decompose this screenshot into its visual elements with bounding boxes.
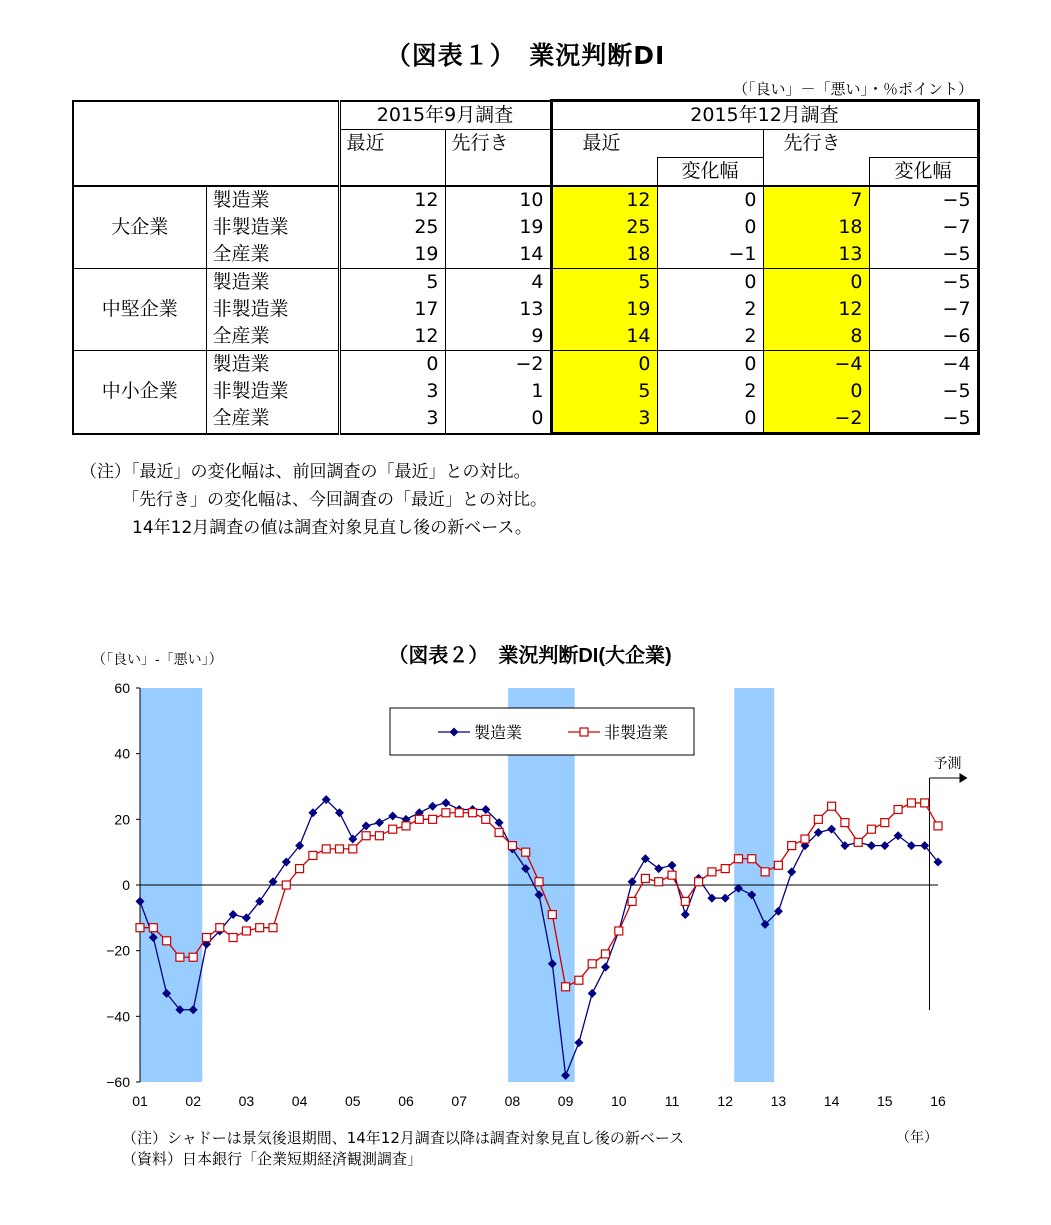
cell-sep-outlook: 9 (445, 323, 551, 351)
non-manufacturing-point (455, 809, 463, 817)
cell-dec-recent-change: 2 (657, 378, 763, 405)
x-tick-label: 01 (132, 1093, 148, 1109)
cell-dec-recent-change: 2 (657, 323, 763, 351)
manufacturing-point (668, 861, 677, 870)
non-manufacturing-point (495, 828, 503, 836)
cell-dec-recent-change: 0 (657, 351, 763, 379)
non-manufacturing-point (921, 799, 929, 807)
chart-title: （図表２） 業況判断DI(大企業) (388, 645, 672, 667)
cell-dec-recent-change: 0 (657, 405, 763, 434)
manufacturing-point (787, 867, 796, 876)
legend-label-non-manufacturing: 非製造業 (604, 725, 669, 742)
x-tick-label: 02 (185, 1093, 201, 1109)
cell-dec-outlook-change: −7 (869, 214, 978, 241)
non-manufacturing-point (641, 874, 649, 882)
cell-dec-outlook: 8 (763, 323, 869, 351)
company-size-label: 大企業 (73, 186, 206, 269)
table1-unit-label: （「良い」－「悪い」・％ポイント） (732, 80, 973, 98)
non-manufacturing-point (442, 809, 450, 817)
non-manufacturing-point (854, 838, 862, 846)
table1-title: （図表１） 業況判断DI (385, 41, 666, 70)
manufacturing-point (641, 854, 650, 863)
cell-sep-outlook: 0 (445, 405, 551, 434)
non-manufacturing-point (136, 924, 144, 932)
cell-dec-outlook-change: −5 (869, 186, 978, 214)
non-manufacturing-point (894, 805, 902, 813)
industry-label: 全産業 (206, 323, 339, 351)
cell-dec-outlook: 7 (763, 186, 869, 214)
manufacturing-point (574, 1038, 583, 1047)
legend-label-manufacturing: 製造業 (474, 725, 523, 742)
non-manufacturing-point (655, 878, 663, 886)
non-manufacturing-point (189, 953, 197, 961)
non-manufacturing-point (389, 825, 397, 833)
manufacturing-point (388, 812, 397, 821)
y-tick-label: 40 (114, 745, 130, 762)
note-line: 「先行き」の変化幅は、今回調査の「最近」との対比。 (122, 490, 547, 510)
non-manufacturing-point (868, 825, 876, 833)
forecast-arrow-head (959, 773, 967, 783)
manufacturing-point (441, 798, 450, 807)
non-manufacturing-point (229, 934, 237, 942)
cell-dec-recent: 25 (551, 214, 657, 241)
industry-label: 全産業 (206, 405, 339, 434)
y-tick-label: −40 (106, 1008, 130, 1025)
manufacturing-point (721, 894, 730, 903)
non-manufacturing-point (615, 927, 623, 935)
non-manufacturing-point (535, 878, 543, 886)
cell-dec-outlook: 12 (763, 296, 869, 323)
industry-label: 製造業 (206, 186, 339, 214)
cell-dec-recent: 5 (551, 378, 657, 405)
non-manufacturing-point (708, 868, 716, 876)
cell-dec-outlook: 0 (763, 378, 869, 405)
x-tick-label: 07 (451, 1093, 467, 1109)
manufacturing-point (588, 989, 597, 998)
x-tick-label: 04 (291, 1093, 308, 1109)
non-manufacturing-point (163, 937, 171, 945)
industry-label: 非製造業 (206, 296, 339, 323)
cell-dec-recent-change: −1 (657, 241, 763, 269)
cell-sep-outlook: 14 (445, 241, 551, 269)
x-tick-label: 09 (557, 1093, 574, 1109)
cell-dec-recent-change: 0 (657, 269, 763, 297)
non-manufacturing-point (522, 848, 530, 856)
cell-dec-outlook-change: −5 (869, 269, 978, 297)
manufacturing-point (428, 802, 437, 811)
non-manufacturing-point (828, 802, 836, 810)
cell-dec-outlook: 0 (763, 269, 869, 297)
x-tick-label: 16 (930, 1093, 946, 1109)
note-line: （注）「最近」の変化幅は、前回調査の「最近」との対比。 (80, 462, 531, 482)
non-manufacturing-point (562, 983, 570, 991)
cell-dec-outlook: −2 (763, 405, 869, 434)
chart-note-shadow: （注）シャドーは景気後退期間、14年12月調査以降は調査対象見直し後の新ベース (122, 1129, 685, 1147)
table-row (73, 378, 978, 405)
cell-sep-outlook: 13 (445, 296, 551, 323)
dec-outlook-blank (763, 158, 869, 187)
table-row (73, 296, 978, 323)
x-tick-label: 08 (504, 1093, 521, 1109)
x-tick-label: 06 (398, 1093, 414, 1109)
non-manufacturing-point (788, 842, 796, 850)
cell-dec-outlook: 18 (763, 214, 869, 241)
cell-dec-recent: 14 (551, 323, 657, 351)
y-tick-label: −60 (106, 1074, 130, 1090)
manufacturing-point (867, 841, 876, 850)
non-manufacturing-point (668, 871, 676, 879)
cell-dec-recent-change: 0 (657, 186, 763, 214)
non-manufacturing-point (349, 845, 357, 853)
cell-dec-recent: 19 (551, 296, 657, 323)
cell-sep-recent: 25 (339, 214, 445, 241)
non-manufacturing-point (469, 809, 477, 817)
manufacturing-point (681, 910, 690, 919)
non-manufacturing-point (508, 842, 516, 850)
cell-sep-outlook: 4 (445, 269, 551, 297)
cell-sep-recent: 0 (339, 351, 445, 379)
table-row (73, 405, 978, 434)
sep-outlook-header: 先行き (445, 130, 551, 187)
cell-dec-recent: 12 (551, 186, 657, 214)
cell-dec-outlook-change: −4 (869, 351, 978, 379)
x-tick-label: 05 (345, 1093, 361, 1109)
dec-recent-blank (551, 158, 657, 187)
dec-recent-header: 最近 (582, 132, 621, 154)
non-manufacturing-point (296, 865, 304, 873)
manufacturing-point (880, 841, 889, 850)
non-manufacturing-point (841, 819, 849, 827)
cell-dec-outlook-change: −7 (869, 296, 978, 323)
cell-dec-outlook: −4 (763, 351, 869, 379)
non-manufacturing-point (761, 868, 769, 876)
x-tick-label: 14 (823, 1093, 840, 1109)
non-manufacturing-point (934, 822, 942, 830)
non-manufacturing-point (695, 878, 703, 886)
non-manufacturing-point (429, 815, 437, 823)
cell-dec-recent-change: 2 (657, 296, 763, 323)
dec-survey-header: 2015年12月調査 (551, 101, 978, 130)
non-manufacturing-point (588, 960, 596, 968)
x-tick-label: 10 (611, 1093, 627, 1109)
x-tick-label: 11 (664, 1093, 680, 1109)
cell-sep-outlook: 10 (445, 186, 551, 214)
cell-dec-outlook-change: −5 (869, 405, 978, 434)
business-conditions-table (72, 99, 980, 435)
forecast-label: 予測 (933, 755, 962, 771)
legend-marker-non-manufacturing (580, 728, 588, 736)
non-manufacturing-point (881, 819, 889, 827)
company-size-label: 中堅企業 (73, 269, 206, 351)
manufacturing-point (375, 818, 384, 827)
non-manufacturing-point (269, 924, 277, 932)
industry-label: 非製造業 (206, 378, 339, 405)
cell-dec-outlook-change: −5 (869, 241, 978, 269)
y-axis-label: （「良い」-「悪い」） (92, 651, 223, 667)
table-body (73, 186, 978, 434)
non-manufacturing-point (336, 845, 344, 853)
cell-sep-outlook: 1 (445, 378, 551, 405)
non-manufacturing-point (628, 897, 636, 905)
cell-sep-recent: 19 (339, 241, 445, 269)
industry-label: 製造業 (206, 269, 339, 297)
note-line: 14年12月調査の値は調査対象見直し後の新ベース。 (132, 518, 532, 538)
cell-sep-recent: 17 (339, 296, 445, 323)
header-corner (73, 101, 339, 187)
non-manufacturing-point (362, 832, 370, 840)
non-manufacturing-point (575, 976, 583, 984)
cell-sep-recent: 5 (339, 269, 445, 297)
table-row (73, 241, 978, 269)
dec-outlook-header: 先行き (763, 130, 978, 158)
cell-sep-recent: 12 (339, 186, 445, 214)
non-manufacturing-point (721, 865, 729, 873)
non-manufacturing-point (203, 934, 211, 942)
non-manufacturing-point (735, 855, 743, 863)
manufacturing-point (601, 963, 610, 972)
non-manufacturing-point (748, 855, 756, 863)
table1-notes (80, 458, 547, 542)
industry-label: 非製造業 (206, 214, 339, 241)
manufacturing-point (907, 841, 916, 850)
non-manufacturing-point (309, 851, 317, 859)
industry-label: 全産業 (206, 241, 339, 269)
industry-label: 製造業 (206, 351, 339, 379)
x-tick-label: 15 (877, 1093, 893, 1109)
y-tick-label: −20 (106, 942, 130, 959)
cell-dec-recent: 3 (551, 405, 657, 434)
cell-sep-recent: 12 (339, 323, 445, 351)
cell-dec-recent: 5 (551, 269, 657, 297)
non-manufacturing-point (149, 924, 157, 932)
non-manufacturing-point (415, 815, 423, 823)
cell-dec-recent: 0 (551, 351, 657, 379)
chart-notes (122, 1128, 684, 1170)
header-row-survey (73, 101, 978, 130)
manufacturing-point (894, 831, 903, 840)
x-tick-label: 13 (770, 1093, 787, 1109)
non-manufacturing-point (482, 815, 490, 823)
cell-sep-outlook: 19 (445, 214, 551, 241)
table-row (73, 186, 978, 214)
non-manufacturing-point (402, 822, 410, 830)
manufacturing-point (654, 864, 663, 873)
non-manufacturing-point (282, 881, 290, 889)
non-manufacturing-point (256, 924, 264, 932)
sep-recent-header: 最近 (339, 130, 445, 187)
y-tick-label: 60 (114, 680, 130, 696)
cell-sep-recent: 3 (339, 405, 445, 434)
non-manufacturing-point (176, 953, 184, 961)
non-manufacturing-point (602, 950, 610, 958)
non-manufacturing-point (548, 911, 556, 919)
table-row (73, 323, 978, 351)
non-manufacturing-point (242, 927, 250, 935)
table-row (73, 269, 978, 297)
chart-note-source: （資料）日本銀行「企業短期経済観測調査」 (122, 1150, 423, 1168)
x-axis-label: （年） (896, 1129, 938, 1145)
manufacturing-point (707, 894, 716, 903)
y-tick-label: 0 (122, 877, 130, 893)
cell-dec-outlook-change: −6 (869, 323, 978, 351)
non-manufacturing-point (216, 924, 224, 932)
cell-dec-outlook-change: −5 (869, 378, 978, 405)
company-size-label: 中小企業 (73, 351, 206, 434)
cell-sep-recent: 3 (339, 378, 445, 405)
y-tick-label: 20 (114, 811, 130, 828)
non-manufacturing-point (801, 835, 809, 843)
non-manufacturing-point (774, 861, 782, 869)
cell-dec-recent: 18 (551, 241, 657, 269)
x-tick-label: 12 (717, 1093, 733, 1109)
non-manufacturing-point (322, 845, 330, 853)
x-tick-label: 03 (238, 1093, 255, 1109)
table-row (73, 214, 978, 241)
non-manufacturing-point (375, 832, 383, 840)
cell-sep-outlook: −2 (445, 351, 551, 379)
sep-survey-header: 2015年9月調査 (339, 101, 551, 130)
cell-dec-outlook: 13 (763, 241, 869, 269)
table-row (73, 351, 978, 379)
dec-recent-change-header: 変化幅 (657, 158, 763, 187)
dec-outlook-change-header: 変化幅 (869, 158, 978, 187)
cell-dec-recent-change: 0 (657, 214, 763, 241)
non-manufacturing-point (814, 815, 822, 823)
non-manufacturing-point (907, 799, 915, 807)
non-manufacturing-point (681, 897, 689, 905)
